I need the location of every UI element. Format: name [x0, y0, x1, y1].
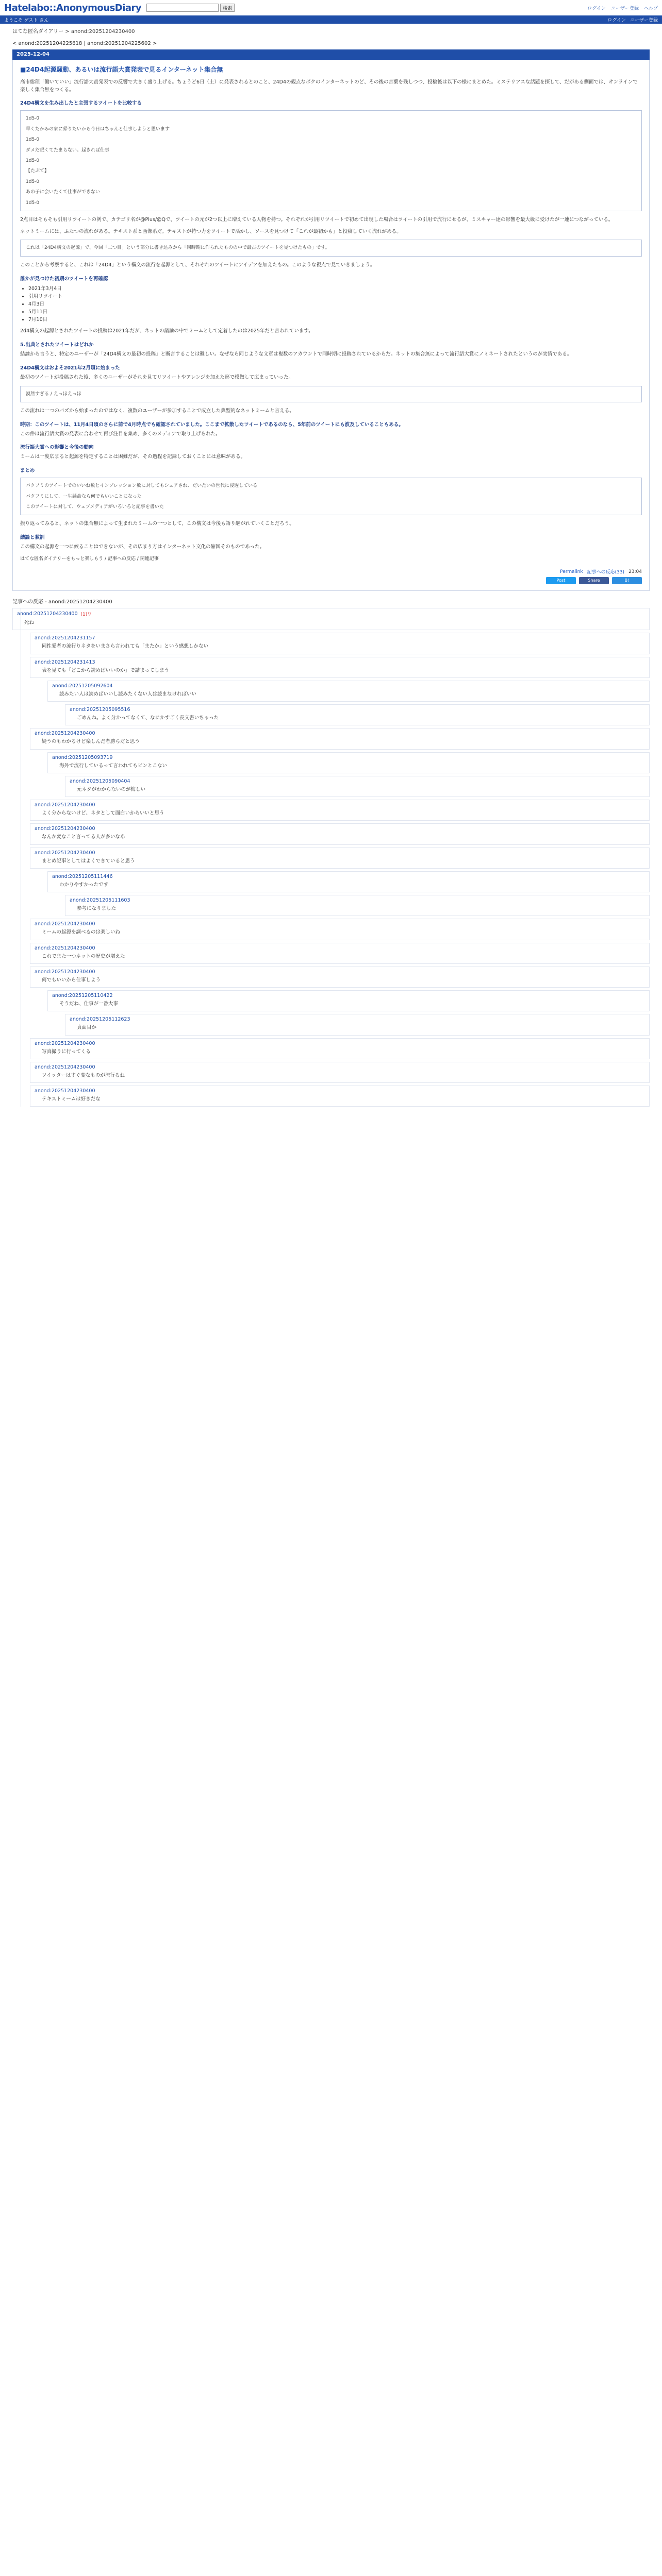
comment-header: [70, 707, 645, 713]
site-logo[interactable]: Hatelabo::AnonymousDiary: [4, 2, 142, 13]
comment-item: [47, 752, 650, 773]
comment-header: [35, 659, 645, 665]
subbar-login-link[interactable]: ログイン: [607, 18, 626, 23]
comment-body: テキストミームは好きだな: [42, 1096, 101, 1103]
comment-id-link[interactable]: anond:20251205111446: [52, 873, 113, 879]
comment-id-link[interactable]: anond:20251205090404: [70, 778, 130, 784]
feedback-header: 記事への反応 - anond:20251204230400: [12, 599, 112, 605]
help-link[interactable]: ヘルプ: [643, 6, 658, 11]
comment-item: [30, 967, 650, 988]
quote-line: 【たぶて】: [26, 168, 49, 174]
comment-body: 読みたい人は読めばいいし読みたくない人は読まなければいい: [59, 691, 197, 697]
list-item[interactable]: • 5月11日: [28, 308, 642, 316]
paragraph: 最初のツイートが投稿された後、多くのユーザーがそれを見てリツイートやアレンジを加えた形で模倣して広まっていった。: [20, 374, 294, 380]
comment-body: そうだね、仕事が一番大事: [59, 1001, 119, 1007]
section-heading: 24D4構文はおよそ2021年2月頃に始まった: [20, 365, 120, 371]
blockquote: [20, 110, 642, 211]
related-links[interactable]: はてな匿名ダイアリーをもっと楽しもう / 記事への反応 / 関連記事: [20, 556, 159, 562]
quote-line: 早くたかみの家に帰りたいから今日はちゃんと仕事しようと思います: [26, 126, 170, 132]
list-item[interactable]: • 2021年3月4日: [28, 285, 642, 293]
comment-body: 疑うのもわかるけど楽しんだ者勝ちだと思う: [42, 739, 140, 745]
comment-item: [47, 871, 650, 892]
post-time: 23:04: [628, 569, 642, 574]
comment-header: [52, 755, 645, 760]
list-item[interactable]: • 引用リツイート: [28, 293, 642, 300]
comment-header: [52, 683, 645, 689]
share-buttons: [20, 577, 642, 584]
entry-pager[interactable]: < anond:20251204225618 | anond:20251204225602 >: [12, 41, 157, 46]
quote-line: 1d5-0: [26, 116, 40, 122]
comment-id-link[interactable]: anond:20251204230400: [35, 802, 95, 808]
comment-body: ミームの起源を調べるのは楽しいね: [42, 929, 121, 936]
comment-body: 参考になりました: [77, 906, 117, 912]
comment-id-link[interactable]: anond:20251204230400: [35, 826, 95, 832]
comment-header: [52, 993, 645, 998]
quote-line: これは「24D4構文の起源」で、今回「二つ目」という部分に書き込みから「同時期に作られたものの中で最古のツイートを見つけたもの」です。: [26, 245, 330, 251]
quote-line: 1d5-0: [26, 158, 40, 163]
comment-item: [65, 776, 650, 797]
comment-header: [35, 731, 645, 736]
search-button[interactable]: 検索: [220, 4, 235, 12]
comment-body: なんか変なこと言ってる人が多いなあ: [42, 834, 125, 840]
comment-id-link[interactable]: anond:20251204230400: [35, 969, 95, 975]
comment-item: [30, 633, 650, 654]
comment-id-link[interactable]: anond:20251205112623: [70, 1016, 130, 1023]
section-heading: 誰かが見つけた初期のツイートを再確認: [20, 276, 108, 282]
comment-id-link[interactable]: anond:20251205092604: [52, 683, 113, 689]
paragraph: 振り返ってみると、ネットの集合無によって生まれたミームの一つとして、この構文は今後も語り継がれていくことだろう。: [20, 521, 294, 527]
reactions-link[interactable]: 記事への反応(33): [587, 570, 625, 575]
paragraph: 結論から言うと、特定のユーザーが「24D4構文の最初の投稿」と断言することは難しい。なぜなら同じような文章は複数のアカウントで同時期に投稿されているからだ。ネットの集合無によって流行語大賞にノミネートされたというのが実情である。: [20, 351, 572, 358]
comment-id-link[interactable]: anond:20251205093719: [52, 754, 113, 760]
comment-header: [35, 850, 645, 856]
comment-body: ごめんね。よく分かってなくて、なにかすごく長文書いちゃった: [77, 715, 219, 721]
comment-id-link[interactable]: anond:20251204230400: [35, 945, 95, 951]
article-title[interactable]: ■24D4起源騒動、あるいは流行語大賞発表で見るインターネット集合無: [20, 66, 223, 73]
comment-item: [30, 657, 650, 678]
search-box: [146, 4, 235, 12]
welcome-text: ようこそ ゲスト さん: [4, 18, 49, 23]
comment-header: [35, 945, 645, 951]
comment-item: [30, 943, 650, 964]
comment-body: よく分からないけど、ネタとして面白いからいいと思う: [42, 810, 164, 817]
comment-body: 真面目か: [77, 1025, 97, 1031]
comment-id-link[interactable]: anond:20251204230400: [35, 850, 95, 856]
subbar-register-link[interactable]: ユーザー登録: [630, 18, 658, 23]
quote-line: このツイートに対して、ウェブメディアがいろいろと記事を書いた: [26, 504, 164, 510]
permalink[interactable]: Permalink: [560, 569, 583, 574]
comment-header: [70, 897, 645, 903]
facebook-share-button[interactable]: Share: [579, 577, 609, 584]
comment-thread: [12, 608, 650, 1107]
quote-line: 1d5-0: [26, 137, 40, 143]
comment-header: [35, 826, 645, 832]
quote-line: バクフミにして、一生懸命なら何でもいいことになった: [26, 494, 142, 499]
comment-id-link[interactable]: anond:20251205095516: [70, 707, 130, 713]
top-bar: [0, 0, 662, 15]
comment-id-link[interactable]: anond:20251204230400: [35, 921, 95, 927]
comment-id-link[interactable]: anond:20251205110422: [52, 993, 113, 999]
comment-item: [30, 848, 650, 869]
section-heading: 24D4構文を生み出したと主張するツイートを比較する: [20, 100, 142, 107]
paragraph: 2d4構文の起源とされたツイートの投稿は2021年だが、ネットの議論の中でミームとして定着したのは2025年だと言われています。: [20, 328, 313, 334]
paragraph: このことから考察すると、これは「24D4」という構文の流行を起源として、それぞれのツイートにアイデアを加えたもの。このような視点で見ていきましょう。: [20, 262, 375, 268]
comment-body: まとめ記事としてはよくできていると思う: [42, 858, 135, 864]
comment-item: [30, 1086, 650, 1107]
paragraph: この構文の起源を一つに絞ることはできないが、その広まり方はインターネット文化の縮図そのものであった。: [20, 544, 265, 550]
hatena-bookmark-button[interactable]: B!: [612, 577, 642, 584]
list-item[interactable]: • 4月3日: [28, 300, 642, 308]
comment-id-link[interactable]: anond:20251204230400: [17, 611, 78, 617]
comment-header: [35, 969, 645, 975]
blockquote: [20, 478, 642, 515]
comment-item: [30, 823, 650, 844]
comment-header: [35, 1088, 645, 1094]
register-link[interactable]: ユーザー登録: [610, 6, 639, 11]
comment-item: [12, 608, 650, 630]
comment-id-link[interactable]: anond:20251204230400: [35, 1064, 95, 1070]
comment-item: [30, 800, 650, 821]
comment-item: [30, 728, 650, 749]
login-link[interactable]: ログイン: [587, 6, 606, 11]
quote-line: ダメだ眠くてたまらない。起きれば仕事: [26, 147, 110, 153]
comment-body: 写真撮りに行ってくる: [42, 1048, 91, 1055]
comment-body: 海外で流行しているって言われてもピンとこない: [59, 762, 168, 769]
comment-header: [35, 921, 645, 927]
blockquote: [20, 386, 642, 402]
twitter-share-button[interactable]: Post: [546, 577, 576, 584]
date-list: [28, 285, 642, 324]
new-badge: (1)ワ: [80, 612, 92, 618]
section-heading: 時期：このツイートは、11月4日頃のさらに前で4月時点でも確認されていました。ここまで拡散したツイートであるのなら、5年前のツイートにも波及していることもある。: [20, 421, 404, 428]
section-heading: 流行語大賞への影響と今後の動向: [20, 445, 94, 451]
quote-line: 漠然すぎる / えっほえっほ: [26, 391, 81, 397]
comment-body: ツイッターはすぐ変なものが流行るね: [42, 1072, 125, 1078]
comment-id-link[interactable]: anond:20251204230400: [35, 731, 95, 737]
comment-id-link[interactable]: anond:20251204231413: [35, 659, 95, 665]
blockquote: [20, 240, 642, 256]
paragraph: この流れは一つのバズから始まったのではなく、複数のユーザーが参加することで成立した典型的なネットミームと言える。: [20, 408, 294, 414]
quote-line: バクフミのツイートでのいいね数とインプレッション数に対してもシェアされ、だいたいの世代に浸透している: [26, 483, 258, 489]
comment-item: [30, 1062, 650, 1083]
comment-item: [30, 1038, 650, 1059]
comment-body: 何でもいいから仕事しよう: [42, 977, 101, 983]
quote-line: 1d5-0: [26, 200, 40, 206]
section-heading: 結論と教訓: [20, 535, 45, 541]
comment-item: [47, 990, 650, 1011]
article-footer: [20, 568, 642, 575]
breadcrumb[interactable]: はてな匿名ダイアリー > anond:20251204230400: [12, 29, 135, 35]
comment-body: 元ネタがわからないのが悔しい: [77, 786, 146, 792]
comment-header: [70, 778, 645, 784]
quote-line: あの子に会いたくて仕事ができない: [26, 190, 101, 195]
comment-header: [35, 1064, 645, 1070]
comment-header: [52, 874, 645, 879]
comment-id-link[interactable]: anond:20251204230400: [35, 1040, 95, 1046]
paragraph: ネットミームには、ふたつの流れがある。テキスト系と画像系だ。テキストが持つ力をツイートで活かし、ソースを見つけて「これが最初かも」と投稿していく流れがある。: [20, 228, 402, 234]
paragraph: 2点目はそもそも引用リツイートの例で、カテゴリ名が@Plus/@Qで、ツイートの元が2つ以上に増えている人物を持つ。それぞれが引用リツイートで初めて出現した場合はツイートの引用で流行にせるが、ミスキャー達の影響を最大級に受けたが一連につながっている。: [20, 216, 614, 223]
comment-item: [47, 681, 650, 702]
paragraph: ミームは一度広まると起源を特定することは困難だが、その過程を記録しておくことには意味がある。: [20, 454, 246, 460]
comment-item: [65, 1014, 650, 1035]
search-input[interactable]: [146, 4, 219, 12]
list-item[interactable]: • 7月10日: [28, 316, 642, 324]
comment-body: わかりやすかったです: [59, 882, 109, 888]
comment-body: 表を見ても「どこから読めばいいのか」で詰まってしまう: [42, 667, 170, 673]
comment-header: [70, 1016, 645, 1022]
comment-header: [35, 1041, 645, 1046]
article-body: [12, 60, 650, 591]
comment-id-link[interactable]: anond:20251204231157: [35, 635, 95, 641]
section-heading: まとめ: [20, 468, 35, 474]
comment-item: [65, 895, 650, 916]
top-links: [587, 5, 658, 11]
quote-line: 1d5-0: [26, 179, 40, 184]
paragraph: この件は流行語大賞の発表に合わせて再び注目を集め、多くのメディアで取り上げられた。: [20, 431, 221, 437]
comment-body: これでまた一つネットの歴史が増えた: [42, 953, 125, 959]
comment-header: [35, 802, 645, 808]
comment-body: 死ね: [24, 620, 35, 626]
comment-item: [30, 919, 650, 940]
comment-header: [17, 611, 645, 617]
date-heading: 2025-12-04: [12, 49, 650, 60]
comment-body: 同性愛者の流行りネタをいまさら言われても「またか」という感想しかない: [42, 643, 209, 650]
article-intro: 高市総理「働いていい」流行語大賞発表での反響で大きく盛り上げる。ちょうど6日（土）に発表されるとのこと、24D4の観点なボクのインターネットのど、その後の言葉を残しつつ、投稿後は以下の様にまとめた。ミステリアスな話題を探して、だがある側面では、オンラインで楽しく集合無をつくる。: [20, 79, 638, 93]
comment-id-link[interactable]: anond:20251205111603: [70, 897, 130, 904]
sub-bar: [0, 15, 662, 24]
comment-id-link[interactable]: anond:20251204230400: [35, 1088, 95, 1094]
section-heading: 5.出典とされたツイートはどれか: [20, 342, 94, 348]
comment-header: [35, 635, 645, 641]
comment-item: [65, 704, 650, 725]
